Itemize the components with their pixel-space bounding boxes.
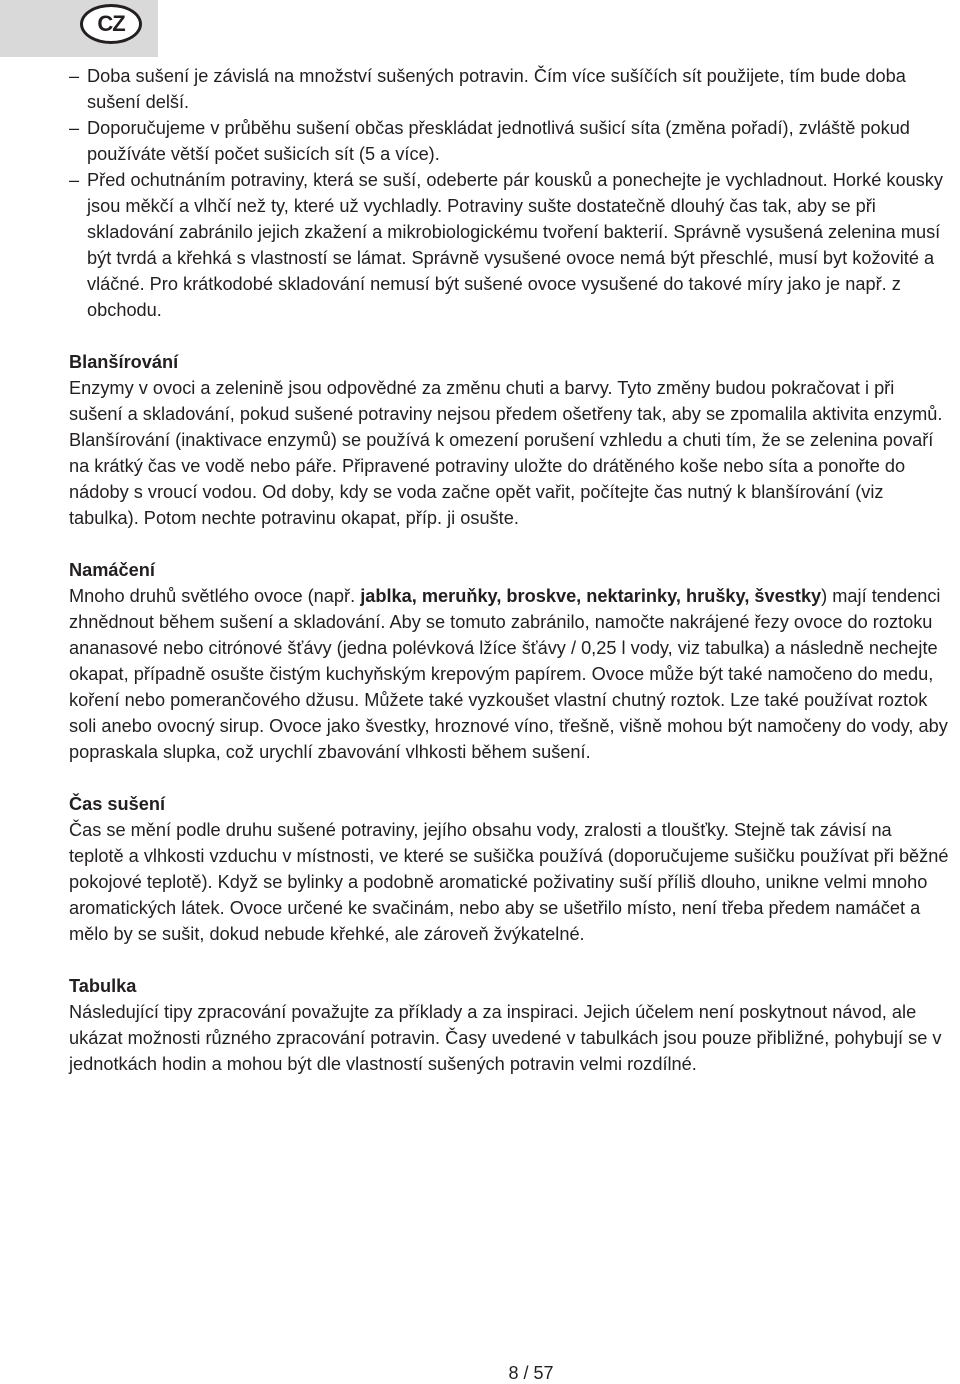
page-content <box>69 63 949 1077</box>
section-text: Enzymy v ovoci a zelenině jsou odpovědné za změnu chuti a barvy. Tyto změny budou pokračovat i při sušení a skladování, pokud sušené potraviny nejsou předem ošetřeny tak, aby se zpomalila aktivita enzymů. Blanšírování (inaktivace enzymů) se používá k omezení porušení vzhledu a chuti tím, že se zelenina povaří na krátký čas ve vodě nebo páře. Připravené potraviny uložte do drátěného koše nebo síta a ponořte do nádoby s vroucí vodou. Od doby, kdy se voda začne opět vařit, počítejte čas nutný k blanšírování (viz tabulka). Potom nechte potravinu okapat, příp. ji osušte. <box>69 378 943 528</box>
dash-bullet-icon: – <box>69 170 80 190</box>
section-text: Následující tipy zpracování považujte za příklady a za inspiraci. Jejich účelem není poskytnout návod, ale ukázat možnosti různého zpracování potravin. Časy uvedené v tabulkách jsou pouze přibližné, pohybují se v jednotkách hodin a mohou být dle vlastností sušených potravin velmi rozdílné. <box>69 1002 942 1074</box>
section-tabulka <box>69 973 949 1077</box>
text-after: ) mají tendenci zhnědnout během sušení a skladování. Aby se tomuto zabránilo, namočte nakrájené řezy ovoce do roztoku ananasové nebo citrónové šťávy (jedna polévková lžíce šťávy / 0,25 l vody, viz tabulka) a následně nechejte okapat, případně osušte čistým kuchyňským krepovým papírem. Ovoce může být také namočeno do medu, koření nebo pomerančového džusu. Můžete také vyzkoušet vlastní chutný roztok. Lze také používat roztok soli anebo ovocný sirup. Ovoce jako švestky, hroznové víno, třešně, višně mohou být namočeny do vody, aby popraskala slupka, což urychlí zbavování vlhkosti během sušení. <box>69 586 948 762</box>
page-number: 8 / 57 <box>508 1363 554 1383</box>
list-item <box>69 115 949 167</box>
list-item <box>69 63 949 115</box>
section-text <box>69 583 949 765</box>
section-text: Čas se mění podle druhu sušené potraviny, jejího obsahu vody, zralosti a tloušťky. Stejně tak závisí na teplotě a vlhkosti vzduchu v místnosti, ve které se sušička používá (doporučujeme sušičku používat při běžné pokojové teplotě). Když se bylinky a podobně aromatické poživatiny suší příliš dlouho, unikne velmi mnoho aromatických látek. Ovoce určené ke svačinám, nebo aby se ušetřilo místo, není třeba předem namáčet a mělo by se sušit, dokud nebude křehké, ale zároveň žvýkatelné. <box>69 820 949 944</box>
section-blansirovani <box>69 349 949 531</box>
list-item-text: Před ochutnáním potraviny, která se suší, odeberte pár kousků a ponechejte je vychladnout. Horké kousky jsou měkčí a vlhčí než ty, které už vychladly. Potraviny sušte dostatečně dlouhý čas tak, aby se při skladování zabránilo jejich zkažení a mikrobiologickému tvoření bakterií. Správně vysušená zelenina musí být tvrdá a křehká s vlastností se lámat. Správně vysušené ovoce nemá být přeschlé, musí byt kožovité a vláčné. Pro krátkodobé skladování nemusí být sušené ovoce vysušené do takové míry jako je např. z obchodu. <box>87 170 943 320</box>
tips-list <box>69 63 949 323</box>
list-item <box>69 167 949 323</box>
section-heading: Tabulka <box>69 976 137 996</box>
list-item-text: Doporučujeme v průběhu sušení občas přeskládat jednotlivá sušicí síta (změna pořadí), zvláště pokud používáte větší počet sušicích sít (5 a více). <box>87 118 910 164</box>
fruit-list-bold: jablka, meruňky, broskve, nektarinky, hrušky, švestky <box>360 586 822 606</box>
language-badge: CZ <box>80 4 142 44</box>
dash-bullet-icon: – <box>69 118 80 138</box>
text-before: Mnoho druhů světlého ovoce (např. <box>69 586 361 606</box>
section-heading: Čas sušení <box>69 794 166 814</box>
list-item-text: Doba sušení je závislá na množství sušených potravin. Čím více sušíčích sít použijete, tím bude doba sušení delší. <box>87 66 906 112</box>
section-namaceni <box>69 557 949 765</box>
section-heading: Namáčení <box>69 560 155 580</box>
language-tab <box>0 0 158 57</box>
section-heading: Blanšírování <box>69 352 179 372</box>
section-cas-suseni <box>69 791 949 947</box>
dash-bullet-icon: – <box>69 66 80 86</box>
